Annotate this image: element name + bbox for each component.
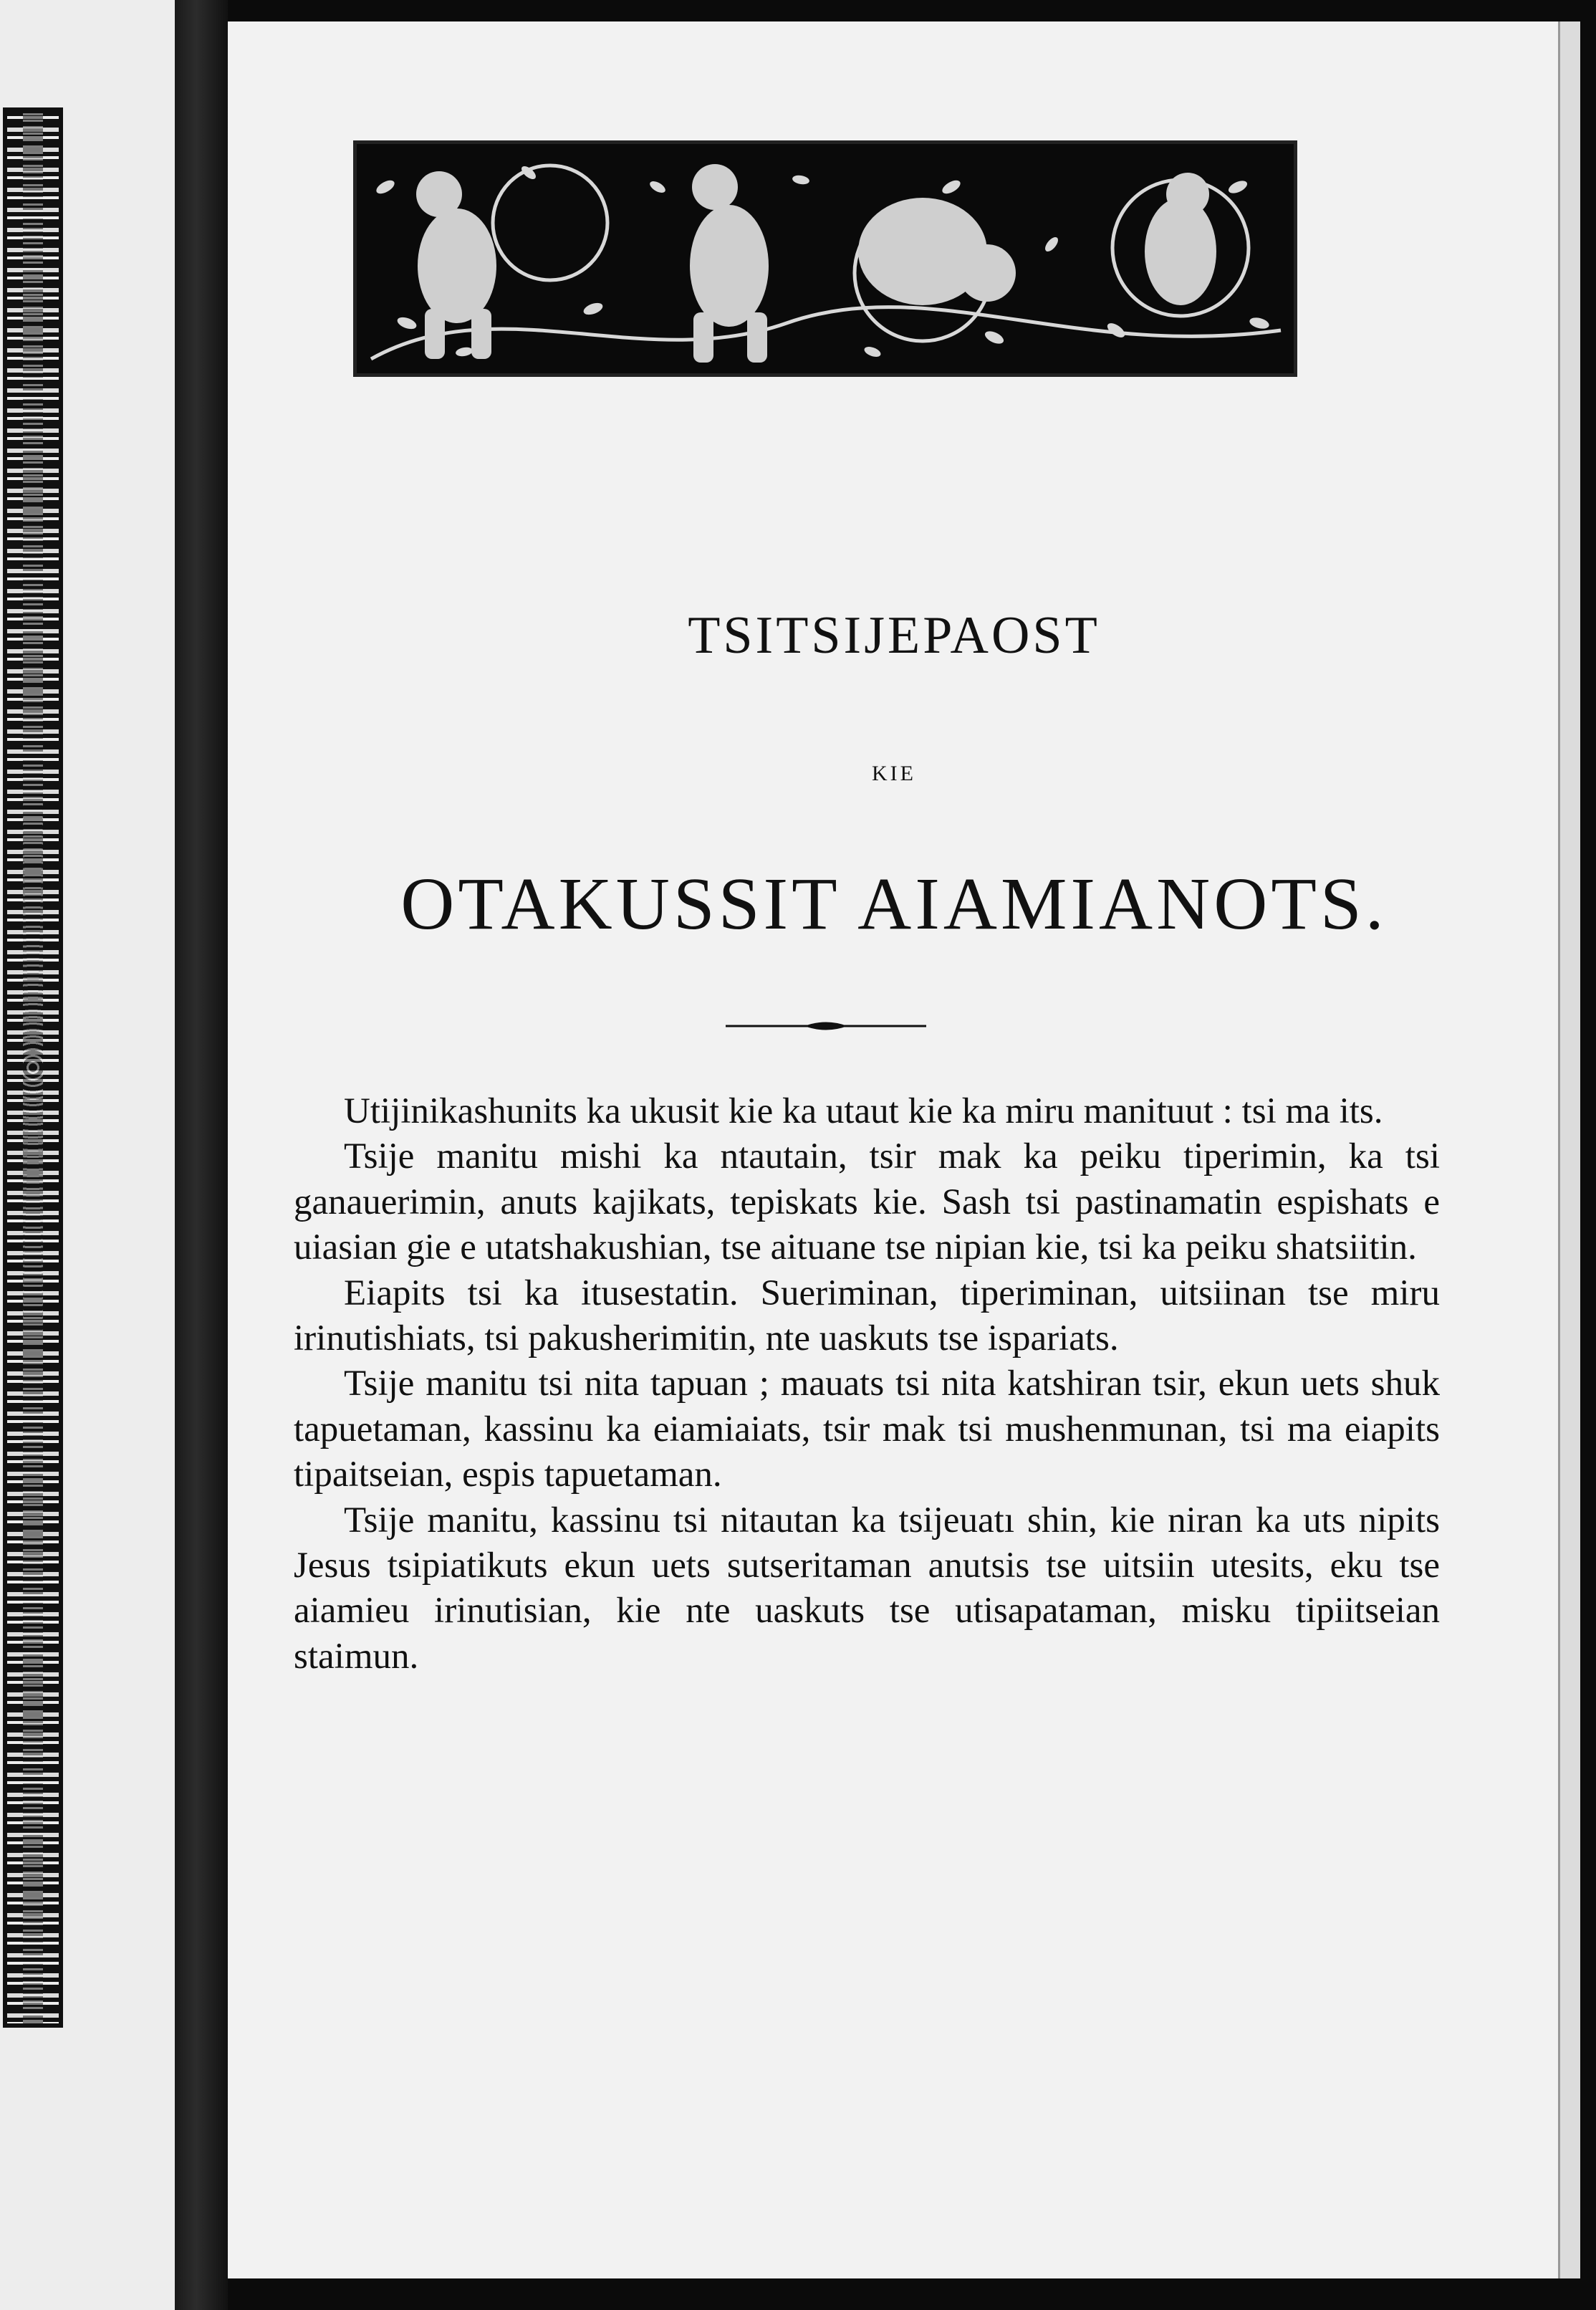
- decorative-border: [3, 107, 63, 2028]
- facing-page: [0, 0, 175, 2310]
- ornament-header-band: [353, 140, 1297, 377]
- book-page: [228, 21, 1560, 2278]
- main-title: OTAKUSSIT AIAMIANOTS.: [400, 863, 1388, 945]
- book-gutter: [175, 0, 228, 2310]
- paragraph: Tsije manitu tsi nita tapuan ; mauats tsi nita katshiran tsir, ekun uets shuk tapuetaman, kassinu ka eiamiaiats, tsir mak tsi mushenmunan, tsi ma eiapits tipaitseian, espis tapuetaman.: [294, 1364, 1440, 1495]
- body-text: [294, 1089, 1440, 1679]
- divider-ornament-icon: [726, 1015, 926, 1037]
- decorative-foliage-band-icon: [357, 144, 1294, 373]
- paragraph: Utijinikashunits ka ukusit kie ka utaut kie ka miru manituut : tsi ma its.: [344, 1091, 1383, 1131]
- paragraph: Eiapits tsi ka itusestatin. Sueriminan, tiperiminan, uitsiinan tse miru irinutishiats, tsi pakusherimitin, nte uaskuts tse ispariats.: [294, 1273, 1440, 1359]
- page-title: TSITSIJEPAOST: [688, 606, 1100, 665]
- paragraph: Tsije manitu, kassinu tsi nitautan ka tsijeuatı shin, kie niran ka uts nipits Jesus tsipiatikuts ekun uets sutseritaman anutsis tse uitsiin utesits, eku tse aiamieu irinutisian, kie nte uaskuts tse utisapataman, misku tipiitseian staimun.: [294, 1500, 1440, 1677]
- title-connector: KIE: [872, 762, 916, 785]
- paragraph: Tsije manitu mishi ka ntautain, tsir mak ka peiku tiperimin, ka tsi ganauerimin, anuts kajikats, tepiskats kie. Sash tsi pastinamatin espishats e uiasian gie e utatshakushian, tse aituane tse nipian kie, tsi ka peiku shatsiitin.: [294, 1136, 1440, 1268]
